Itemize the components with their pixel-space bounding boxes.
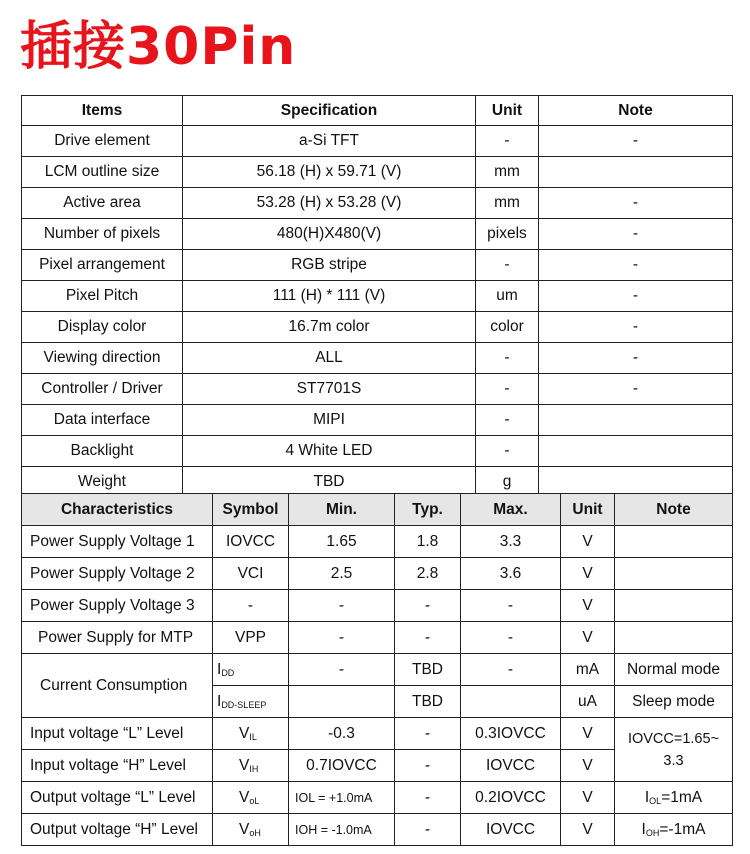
spec-item: Backlight (22, 436, 183, 467)
spec-unit: - (476, 374, 539, 405)
characteristic: Output voltage “L” Level (22, 782, 213, 814)
min-value: IOL = +1.0mA (289, 782, 395, 814)
max-value: - (461, 590, 561, 622)
characteristic: Output voltage “H” Level (22, 814, 213, 846)
spec-value: 56.18 (H) x 59.71 (V) (183, 157, 476, 188)
min-value: 1.65 (289, 526, 395, 558)
typ-value: - (395, 782, 461, 814)
symbol: - (213, 590, 289, 622)
table-row (22, 718, 733, 750)
spec-item: Display color (22, 312, 183, 343)
table-row (22, 250, 733, 281)
symbol: IOVCC (213, 526, 289, 558)
max-value: 0.2IOVCC (461, 782, 561, 814)
typ-value: - (395, 590, 461, 622)
spec-unit: - (476, 405, 539, 436)
characteristic: Power Supply Voltage 3 (22, 590, 213, 622)
characteristic: Power Supply Voltage 2 (22, 558, 213, 590)
symbol: VCI (213, 558, 289, 590)
spec-header-specification: Specification (183, 96, 476, 126)
min-value: - (289, 622, 395, 654)
elec-header-typ: Typ. (395, 494, 461, 526)
characteristic: Power Supply for MTP (22, 622, 213, 654)
unit: V (561, 558, 615, 590)
table-row (22, 343, 733, 374)
note: Normal mode (615, 654, 733, 686)
note: Sleep mode (615, 686, 733, 718)
table-row (22, 622, 733, 654)
unit: V (561, 526, 615, 558)
note: $I_{OH}=-1mA$ (615, 814, 733, 846)
note (615, 590, 733, 622)
symbol: $V_{IL}$ (213, 718, 289, 750)
unit: V (561, 750, 615, 782)
table-row (22, 281, 733, 312)
symbol: $V_{oH}$ (213, 814, 289, 846)
spec-unit: mm (476, 188, 539, 219)
elec-header-note: Note (615, 494, 733, 526)
spec-header-note: Note (539, 96, 733, 126)
table-row (22, 405, 733, 436)
spec-note: - (539, 374, 733, 405)
unit: uA (561, 686, 615, 718)
note: $I_{OL}=1mA$ (615, 782, 733, 814)
max-value (461, 686, 561, 718)
unit: V (561, 718, 615, 750)
table-row (22, 436, 733, 467)
spec-value: ST7701S (183, 374, 476, 405)
spec-value: 4 White LED (183, 436, 476, 467)
max-value: IOVCC (461, 750, 561, 782)
spec-value: a-Si TFT (183, 126, 476, 157)
spec-unit: um (476, 281, 539, 312)
spec-note: - (539, 188, 733, 219)
spec-item: Pixel arrangement (22, 250, 183, 281)
characteristic: Power Supply Voltage 1 (22, 526, 213, 558)
specification-table (21, 95, 733, 498)
spec-item: Number of pixels (22, 219, 183, 250)
spec-unit: pixels (476, 219, 539, 250)
table-row (22, 312, 733, 343)
characteristic: Current Consumption (22, 654, 213, 718)
spec-unit: - (476, 126, 539, 157)
spec-item: Data interface (22, 405, 183, 436)
typ-value: - (395, 814, 461, 846)
spec-header-unit: Unit (476, 96, 539, 126)
max-value: IOVCC (461, 814, 561, 846)
spec-value: 53.28 (H) x 53.28 (V) (183, 188, 476, 219)
table-row (22, 782, 733, 814)
spec-unit: - (476, 250, 539, 281)
spec-unit: color (476, 312, 539, 343)
symbol: $I_{DD}$ (213, 654, 289, 686)
max-value: 3.3 (461, 526, 561, 558)
table-row (22, 188, 733, 219)
table-row (22, 558, 733, 590)
table-row (22, 157, 733, 188)
spec-note: - (539, 126, 733, 157)
spec-note: - (539, 343, 733, 374)
table-row (22, 654, 733, 686)
spec-item: LCM outline size (22, 157, 183, 188)
elec-header-row (22, 494, 733, 526)
spec-note: - (539, 312, 733, 343)
spec-value: TBD (183, 467, 476, 498)
unit: V (561, 782, 615, 814)
note (615, 622, 733, 654)
elec-header-characteristics: Characteristics (22, 494, 213, 526)
min-value (289, 686, 395, 718)
spec-value: ALL (183, 343, 476, 374)
table-row (22, 126, 733, 157)
spec-note (539, 157, 733, 188)
elec-header-min: Min. (289, 494, 395, 526)
spec-value: 480(H)X480(V) (183, 219, 476, 250)
electrical-characteristics-table (21, 493, 733, 846)
max-value: 0.3IOVCC (461, 718, 561, 750)
table-row (22, 526, 733, 558)
min-value: -0.3 (289, 718, 395, 750)
min-value: - (289, 590, 395, 622)
elec-header-unit: Unit (561, 494, 615, 526)
typ-value: - (395, 750, 461, 782)
table-row (22, 590, 733, 622)
spec-item: Viewing direction (22, 343, 183, 374)
spec-header-row (22, 96, 733, 126)
symbol: $V_{IH}$ (213, 750, 289, 782)
spec-value: 111 (H) * 111 (V) (183, 281, 476, 312)
max-value: - (461, 654, 561, 686)
spec-note (539, 405, 733, 436)
typ-value: - (395, 622, 461, 654)
typ-value: 1.8 (395, 526, 461, 558)
spec-item: Drive element (22, 126, 183, 157)
typ-value: TBD (395, 686, 461, 718)
table-row (22, 374, 733, 405)
min-value: 0.7IOVCC (289, 750, 395, 782)
spec-note (539, 436, 733, 467)
spec-unit: g (476, 467, 539, 498)
spec-note: - (539, 281, 733, 312)
spec-item: Pixel Pitch (22, 281, 183, 312)
typ-value: TBD (395, 654, 461, 686)
unit: V (561, 590, 615, 622)
symbol: VPP (213, 622, 289, 654)
symbol: $V_{oL}$ (213, 782, 289, 814)
max-value: 3.6 (461, 558, 561, 590)
elec-header-max: Max. (461, 494, 561, 526)
spec-note: - (539, 219, 733, 250)
note-iovcc-range: IOVCC=1.65~ 3.3 (615, 718, 733, 782)
spec-unit: mm (476, 157, 539, 188)
symbol: $I_{DD-SLEEP}$ (213, 686, 289, 718)
spec-value: MIPI (183, 405, 476, 436)
note (615, 558, 733, 590)
unit: V (561, 622, 615, 654)
unit: V (561, 814, 615, 846)
spec-header-items: Items (22, 96, 183, 126)
spec-item: Weight (22, 467, 183, 498)
elec-header-symbol: Symbol (213, 494, 289, 526)
characteristic: Input voltage “L” Level (22, 718, 213, 750)
spec-unit: - (476, 436, 539, 467)
spec-value: 16.7m color (183, 312, 476, 343)
spec-value: RGB stripe (183, 250, 476, 281)
note (615, 526, 733, 558)
min-value: IOH = -1.0mA (289, 814, 395, 846)
table-row (22, 814, 733, 846)
table-row (22, 219, 733, 250)
spec-item: Controller / Driver (22, 374, 183, 405)
max-value: - (461, 622, 561, 654)
min-value: - (289, 654, 395, 686)
page-title: 插接30Pin (20, 17, 297, 77)
unit: mA (561, 654, 615, 686)
spec-note: - (539, 250, 733, 281)
min-value: 2.5 (289, 558, 395, 590)
characteristic: Input voltage “H” Level (22, 750, 213, 782)
typ-value: 2.8 (395, 558, 461, 590)
spec-unit: - (476, 343, 539, 374)
spec-item: Active area (22, 188, 183, 219)
typ-value: - (395, 718, 461, 750)
